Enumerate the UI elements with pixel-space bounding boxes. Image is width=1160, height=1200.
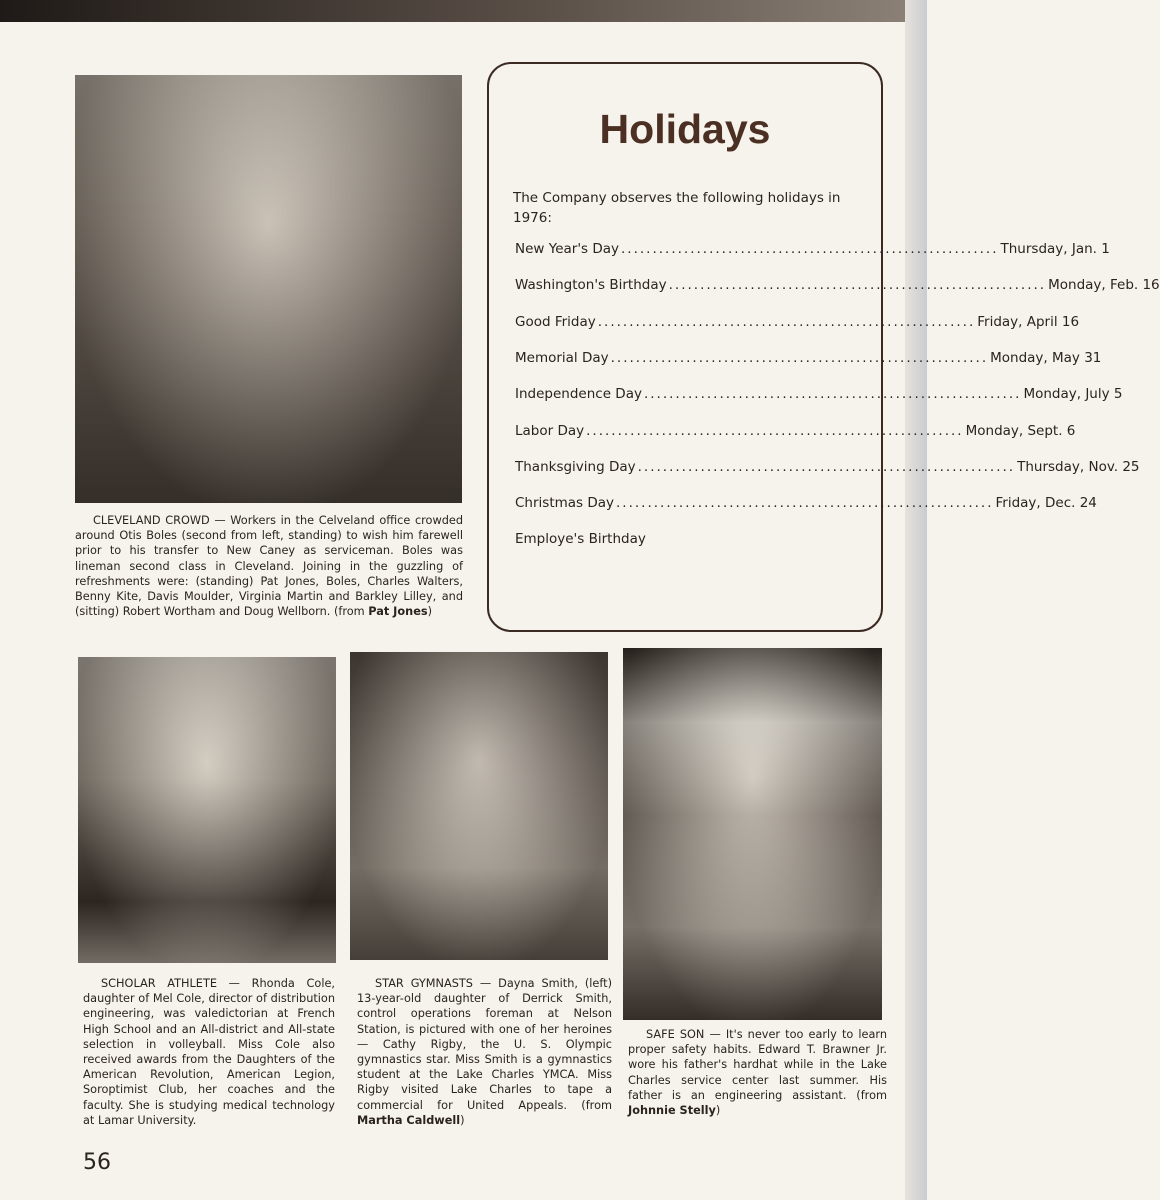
holidays-box bbox=[487, 62, 1160, 632]
holiday-name: Christmas Day bbox=[515, 495, 615, 512]
holiday-name: New Year's Day bbox=[515, 241, 620, 257]
caption-credit: Johnnie Stelly bbox=[628, 1104, 716, 1118]
leader-dots: ............................................................ bbox=[637, 458, 1016, 475]
holiday-date: Monday, July 5 bbox=[1023, 386, 1123, 403]
leader-dots: ............................................................ bbox=[586, 422, 964, 439]
holiday-date: Monday, Feb. 16 bbox=[1048, 277, 1160, 294]
scholar-athlete-photo bbox=[78, 657, 336, 963]
leader-dots: ............................................................ bbox=[668, 277, 1047, 294]
star-gymnasts-caption bbox=[357, 976, 612, 1128]
holiday-date: Friday, April 16 bbox=[977, 313, 1080, 330]
page-number: 56 bbox=[83, 1150, 111, 1175]
holiday-row bbox=[515, 495, 1097, 512]
caption-text: CLEVELAND CROWD — Workers in the Celveland office crowded around Otis Boles (second from left, standing) to wish him farewell prior to his transfer to New Caney as serviceman. Boles was lineman second class in Cleveland. Joining in the guzzling of refreshments were: (standing) Pat Jones, Boles, Charles Walters, Benny Kite, Davis Moulder, Virginia Martin and Barkley Lilley, and (sitting) Robert Wortham and Doug Wellborn. (from bbox=[75, 514, 463, 619]
scan-top-edge bbox=[0, 0, 905, 22]
holiday-date: Thursday, Jan. 1 bbox=[1000, 241, 1110, 257]
holiday-name: Thanksgiving Day bbox=[515, 458, 636, 475]
holiday-row bbox=[515, 349, 1102, 366]
leader-dots: ............................................................ bbox=[597, 313, 976, 330]
holiday-date: Monday, Sept. 6 bbox=[965, 422, 1076, 439]
holidays-title: Holidays bbox=[599, 106, 771, 152]
caption-credit: Pat Jones bbox=[368, 605, 428, 619]
caption-end: ) bbox=[427, 605, 432, 619]
holiday-row bbox=[515, 422, 1076, 439]
scholar-athlete-caption: SCHOLAR ATHLETE — Rhonda Cole, daughter of Mel Cole, director of distribution engineering, was valedictorian at French High School and an All-district and All-state selection in volleyball. Miss Cole also received awards from the Daughters of the American Revolution, American Legion, Soroptimist Club, her coaches and the faculty. She is studying medical technology at Lamar University. bbox=[83, 977, 335, 1127]
caption-end: ) bbox=[715, 1104, 721, 1118]
holiday-row bbox=[515, 458, 1140, 475]
caption-end: ) bbox=[460, 1113, 465, 1127]
holidays-intro: The Company observes the following holidays in 1976: bbox=[513, 190, 841, 226]
holiday-name: Good Friday bbox=[515, 313, 596, 330]
scan-right-edge bbox=[905, 0, 927, 1200]
holiday-date: Monday, May 31 bbox=[990, 349, 1102, 366]
holiday-row bbox=[515, 277, 1160, 294]
holiday-row bbox=[515, 313, 1080, 330]
holiday-date: Thursday, Nov. 25 bbox=[1017, 458, 1140, 475]
holiday-name: Labor Day bbox=[515, 422, 585, 439]
holiday-row bbox=[515, 531, 861, 547]
holiday-name: Washington's Birthday bbox=[515, 277, 667, 294]
star-gymnasts-photo bbox=[350, 652, 608, 960]
cleveland-crowd-photo bbox=[75, 75, 462, 503]
cleveland-crowd-caption bbox=[75, 513, 463, 619]
leader-dots: ............................................................ bbox=[610, 349, 989, 366]
holiday-name: Memorial Day bbox=[515, 349, 609, 366]
holiday-name: Employe's Birthday bbox=[515, 531, 646, 548]
caption-text: STAR GYMNASTS — Dayna Smith, (left) 13-year-old daughter of Derrick Smith, control operations foreman at Nelson Station, is pictured with one of her heroines — Cathy Rigby, the U. S. Olympic gymnastics star. Miss Smith is a gymnastics student at the Lake Charles YMCA. Miss Rigby visited Lake Charles to tape a commercial for United Appeals. (from bbox=[357, 977, 612, 1112]
leader-dots: ............................................................ bbox=[616, 495, 994, 512]
safe-son-caption bbox=[628, 1027, 887, 1118]
holiday-date: Friday, Dec. 24 bbox=[995, 495, 1097, 512]
safe-son-photo bbox=[623, 648, 882, 1020]
leader-dots: ............................................................ bbox=[643, 386, 1022, 403]
caption-text: SAFE SON — It's never too early to learn proper safety habits. Edward T. Brawner Jr. wore his father's hardhat while in the Lake Charles service center last summer. His father is an engineering assistant. (from bbox=[628, 1028, 887, 1102]
holiday-row bbox=[515, 241, 1110, 257]
leader-dots: ............................................................ bbox=[621, 241, 999, 257]
holiday-name: Independence Day bbox=[515, 386, 642, 403]
holiday-row bbox=[515, 386, 1123, 403]
caption-credit: Martha Caldwell bbox=[357, 1113, 461, 1127]
